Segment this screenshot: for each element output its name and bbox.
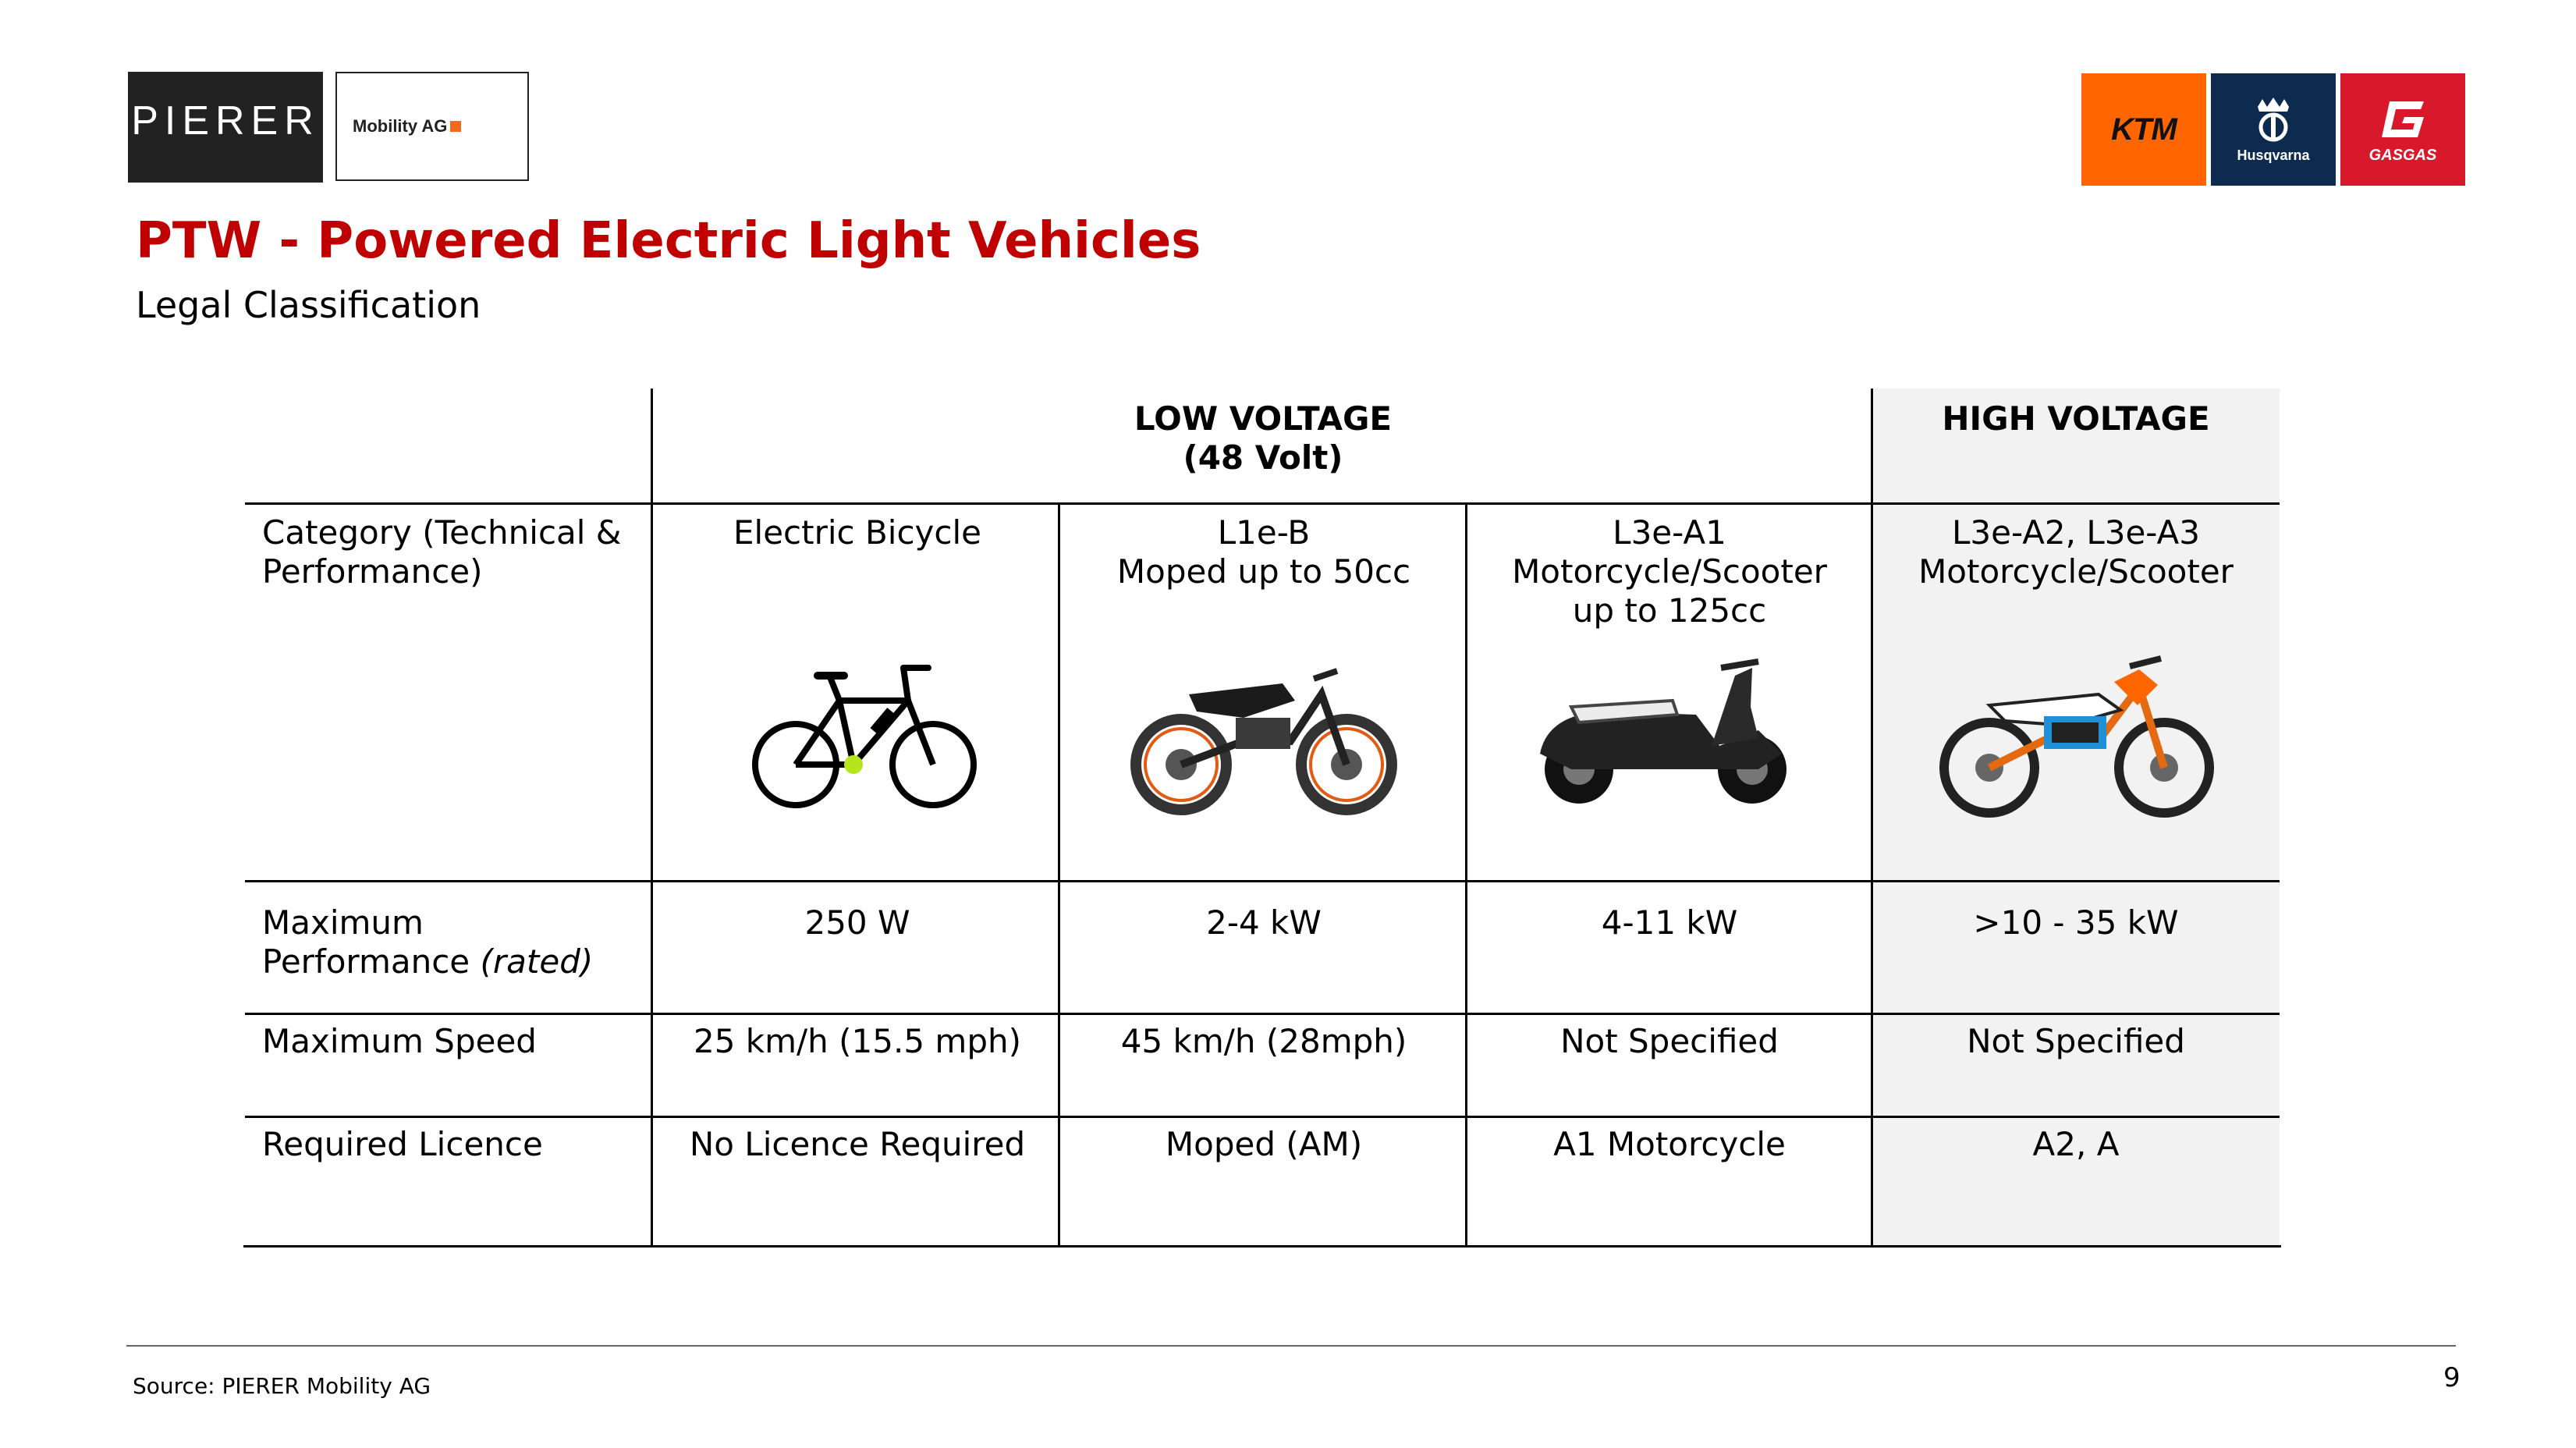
- category-cell-col1: [654, 513, 1061, 552]
- category-col4-line1: L3e-A2, L3e-A3: [1952, 513, 2200, 552]
- licence-cell-col1: No Licence Required: [689, 1125, 1026, 1163]
- page-number: 9: [2443, 1362, 2461, 1393]
- category-col2-line2: Moped up to 50cc: [1116, 552, 1411, 591]
- page-subtitle: Legal Classification: [136, 284, 481, 326]
- gasgas-logo: [2340, 73, 2465, 186]
- electric-dirtbike-icon: [1127, 663, 1400, 819]
- table-rule-header: [245, 502, 2280, 505]
- performance-cell-col4: >10 - 35 kW: [1973, 903, 2179, 942]
- category-col3-line1: L3e-A1: [1613, 513, 1726, 552]
- category-col4-line2: Motorcycle/Scooter: [1918, 552, 2234, 591]
- mobility-ag-square-icon: [450, 121, 461, 132]
- row-label-performance-line1: Maximum: [262, 903, 424, 942]
- table-divider-3: [1465, 502, 1467, 1247]
- pierer-logo-text: PIERER: [131, 98, 320, 144]
- row-label-category-line1: Category (Technical &: [262, 513, 622, 552]
- table-rule-category: [245, 880, 2280, 882]
- bicycle-icon: [752, 663, 978, 813]
- performance-cell-col3: 4-11 kW: [1601, 903, 1738, 942]
- speed-cell-col2: 45 km/h (28mph): [1120, 1022, 1407, 1060]
- licence-cell-col4: A2, A: [2032, 1125, 2120, 1163]
- footer-divider: [126, 1345, 2456, 1347]
- mobility-ag-text: Mobility AG: [353, 116, 448, 136]
- pierer-logo: [128, 72, 323, 183]
- category-col3-line3: up to 125cc: [1572, 591, 1767, 630]
- category-cell-col2: [1061, 513, 1467, 591]
- category-col2-line1: L1e-B: [1217, 513, 1311, 552]
- row-label-licence: Required Licence: [262, 1125, 543, 1163]
- table-divider-2: [1058, 502, 1060, 1247]
- performance-cell-col1: 250 W: [804, 903, 910, 942]
- table-rule-bottom: [243, 1245, 2281, 1247]
- row-label-performance-line2: [262, 942, 654, 981]
- low-voltage-header: [654, 399, 1872, 477]
- page-title: PTW - Powered Electric Light Vehicles: [136, 212, 1201, 270]
- table-divider-1: [651, 389, 653, 1247]
- gasgas-g-icon: [2376, 95, 2430, 142]
- row-label-category: [245, 513, 654, 591]
- speed-cell-col3: Not Specified: [1560, 1022, 1779, 1060]
- row-label-performance-plain: Performance: [262, 942, 481, 981]
- high-voltage-header: HIGH VOLTAGE: [1942, 399, 2210, 438]
- performance-cell-col2: 2-4 kW: [1206, 903, 1322, 942]
- row-label-speed: Maximum Speed: [262, 1022, 537, 1060]
- scooter-icon: [1524, 652, 1805, 816]
- gasgas-logo-text: GASGAS: [2368, 146, 2437, 164]
- mobility-ag-logo: [335, 72, 529, 181]
- category-col1-line1: Electric Bicycle: [733, 513, 981, 552]
- row-label-performance: [245, 903, 654, 981]
- table-rule-speed: [245, 1116, 2280, 1118]
- row-label-performance-italic: (rated): [480, 942, 594, 981]
- husqvarna-crown-icon: [2251, 96, 2295, 143]
- table-rule-performance: [245, 1013, 2280, 1015]
- husqvarna-logo-text: Husqvarna: [2237, 147, 2310, 163]
- category-col3-line2: Motorcycle/Scooter: [1512, 552, 1827, 591]
- classification-table: [245, 389, 2281, 1248]
- category-cell-col4: [1872, 513, 2280, 591]
- electric-motocross-icon: [1935, 651, 2216, 822]
- row-label-category-line2: Performance): [262, 552, 483, 591]
- table-divider-4: [1871, 389, 1873, 1247]
- low-voltage-title: LOW VOLTAGE: [1134, 399, 1393, 438]
- husqvarna-logo: [2211, 73, 2336, 186]
- licence-cell-col3: A1 Motorcycle: [1553, 1125, 1786, 1163]
- speed-cell-col4: Not Specified: [1967, 1022, 2185, 1060]
- source-note: Source: PIERER Mobility AG: [133, 1373, 431, 1399]
- speed-cell-col1: 25 km/h (15.5 mph): [694, 1022, 1021, 1060]
- low-voltage-subtitle: (48 Volt): [1183, 438, 1343, 477]
- licence-cell-col2: Moped (AM): [1165, 1125, 1363, 1163]
- category-cell-col3: [1467, 513, 1872, 630]
- ktm-logo: [2081, 73, 2206, 186]
- ktm-logo-text: KTM: [2111, 112, 2177, 147]
